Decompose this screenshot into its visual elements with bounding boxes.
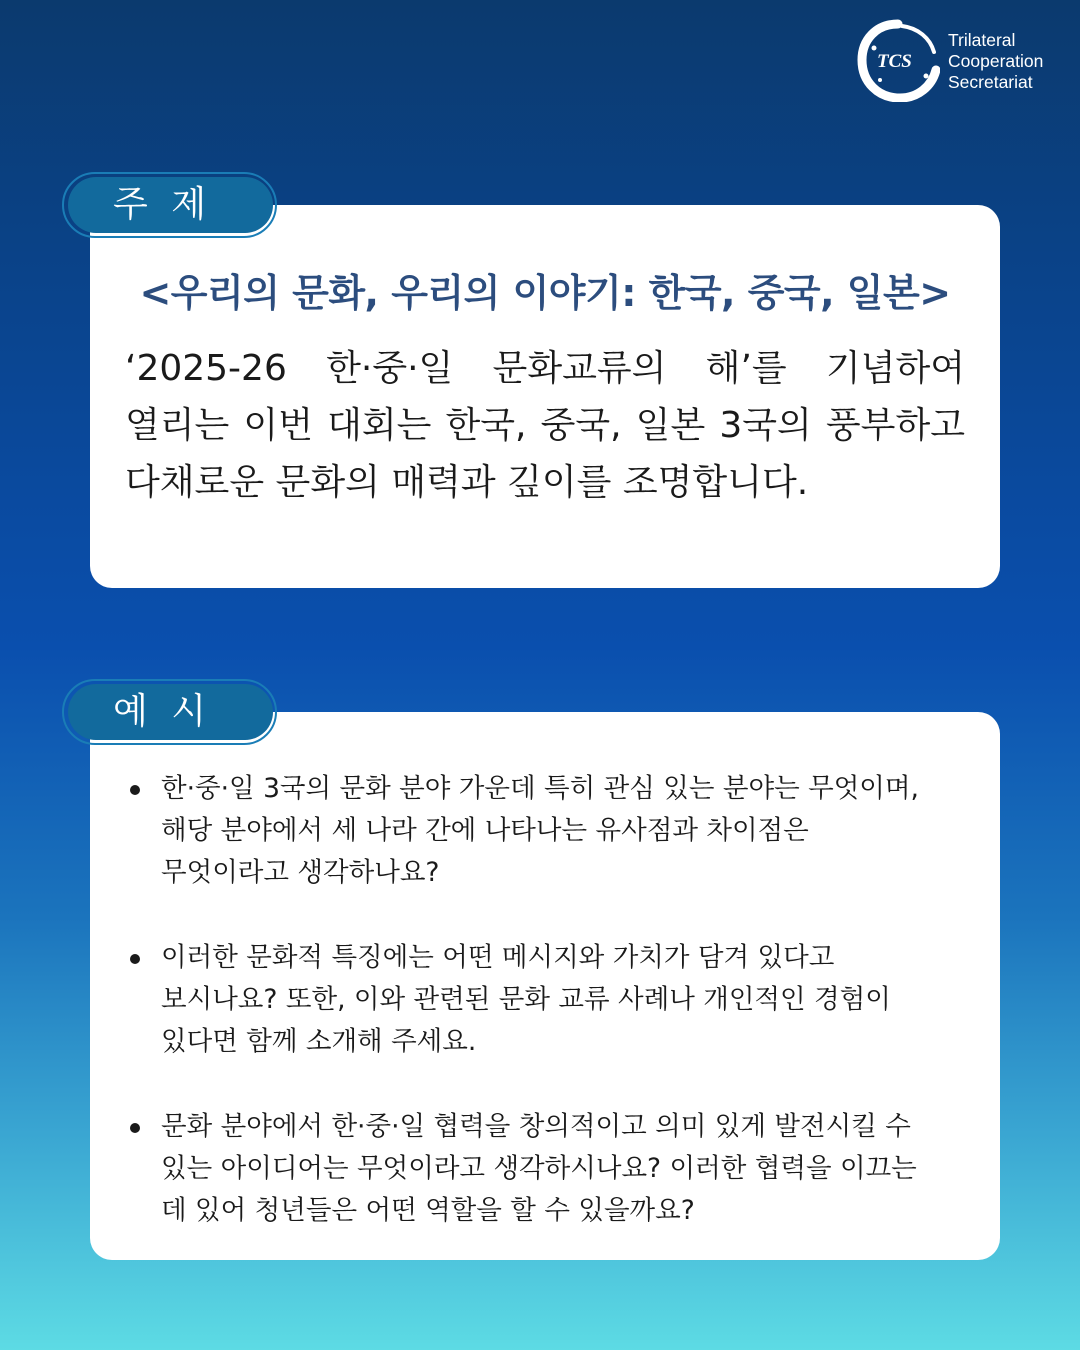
list-item [128,1106,938,1232]
bullet-dot-icon [130,1123,140,1133]
example-list [128,768,938,1275]
theme-tag: 주 제 [68,177,273,233]
list-item-text: 이러한 문화적 특징에는 어떤 메시지와 가치가 담겨 있다고 보시나요? 또한, 이와 관련된 문화 교류 사례나 개인적인 경험이 있다면 함께 소개해 주세요. [161,942,891,1057]
bullet-dot-icon [130,785,140,795]
list-item [128,937,938,1063]
org-name-line-1: Trilateral [948,30,1016,50]
list-item-text: 문화 분야에서 한·중·일 협력을 창의적이고 의미 있게 발전시킬 수 있는 아이디어는 무엇이라고 생각하시나요? 이러한 협력을 이끄는 데 있어 청년들은 어떤 역할을 할 수 있을까요? [161,1111,917,1226]
tcs-logo [856,18,1061,102]
theme-body: ‘2025-26 한·중·일 문화교류의 해’를 기념하여 열리는 이번 대회는 한국, 중국, 일본 3국의 풍부하고 다채로운 문화의 매력과 깊이를 조명합니다. [125,348,965,503]
org-name-line-2: Cooperation [948,51,1044,71]
bullet-dot-icon [130,954,140,964]
org-name-line-3: Secretariat [948,72,1033,92]
tcs-brush-circle-icon [856,18,940,102]
example-tag: 예 시 [68,684,273,740]
theme-headline: <우리의 문화, 우리의 이야기: 한국, 중국, 일본> [139,271,951,315]
org-name [948,30,1043,93]
list-item-text: 한·중·일 3국의 문화 분야 가운데 특히 관심 있는 분야는 무엇이며, 해당 분야에서 세 나라 간에 나타나는 유사점과 차이점은 무엇이라고 생각하나요? [161,773,919,888]
logo-abbr: TCS [877,51,912,72]
list-item [128,768,938,894]
